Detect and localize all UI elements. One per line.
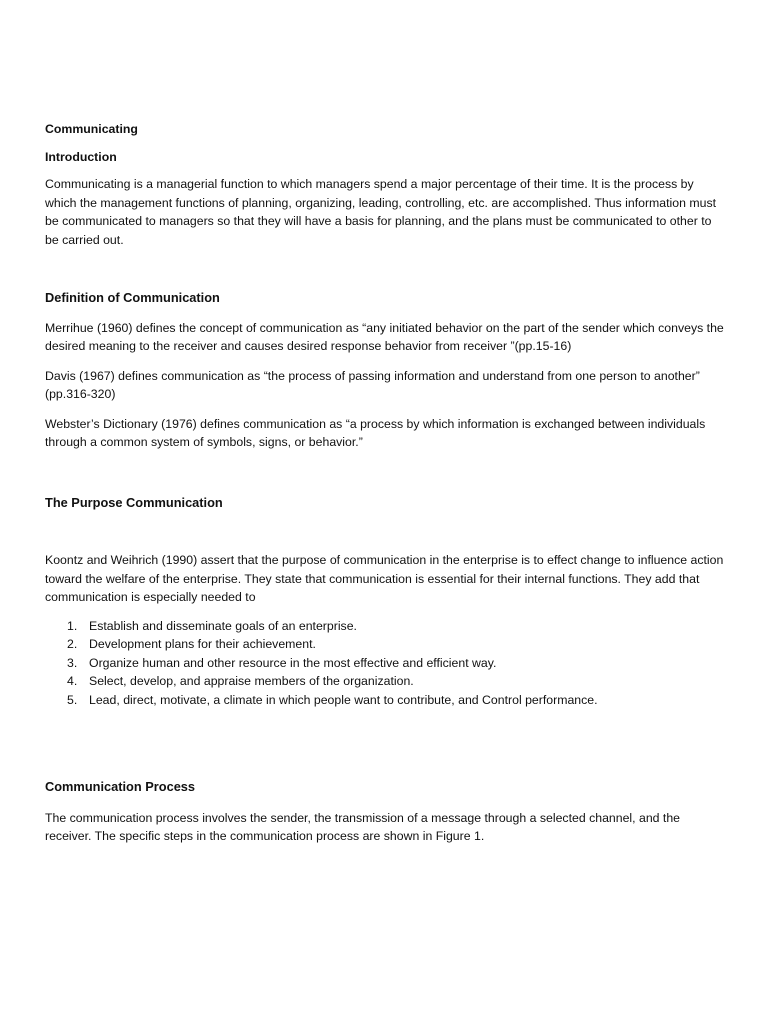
list-item-number: 3. bbox=[67, 655, 78, 670]
document-page bbox=[45, 120, 725, 846]
intro-heading: Introduction bbox=[45, 149, 117, 164]
intro-paragraph: Communicating is a managerial function to which managers spend a major percentage of their time. It is the process by which the management functions of planning, organizing, leading, controlling, etc. are accomplished. Thus information must be communicated to managers so that they will have a basis for planning, and the plans must be communicated to other to be carried out. bbox=[45, 177, 717, 247]
process-heading: Communication Process bbox=[45, 779, 196, 794]
list-item-text: Select, develop, and appraise members of the organization. bbox=[89, 674, 414, 688]
definition-paragraph: Merrihue (1960) defines the concept of communication as “any initiated behavior on the part of the sender which conveys the desired meaning to the receiver and causes desired response behavior from receiver ”(pp.15-16) bbox=[45, 320, 724, 353]
definition-paragraph: Webster’s Dictionary (1976) defines communication as “a process by which information is exchanged between individuals through a common system of symbols, signs, or behavior.” bbox=[45, 416, 706, 449]
list-item bbox=[45, 635, 725, 654]
list-item bbox=[45, 617, 725, 636]
list-item-number: 1. bbox=[67, 618, 78, 633]
list-item bbox=[45, 691, 725, 710]
list-item-text: Organize human and other resource in the most effective and efficient way. bbox=[89, 655, 497, 670]
list-item bbox=[45, 672, 725, 691]
definition-heading: Definition of Communication bbox=[45, 290, 220, 305]
list-item-number: 5. bbox=[67, 692, 78, 707]
list-item-number: 2. bbox=[67, 637, 78, 651]
list-item-text: Lead, direct, motivate, a climate in which people want to contribute, and Control performance. bbox=[89, 692, 598, 707]
document-title: Communicating bbox=[45, 122, 138, 136]
process-paragraph: The communication process involves the sender, the transmission of a message through a selected channel, and the receiver. The specific steps in the communication process are shown in Figure 1. bbox=[45, 810, 681, 843]
purpose-list bbox=[45, 617, 725, 710]
purpose-heading: The Purpose Communication bbox=[45, 494, 223, 510]
purpose-paragraph: Koontz and Weihrich (1990) assert that the purpose of communication in the enterprise is to effect change to influence action toward the welfare of the enterprise. They state that communication is essential for their internal functions. They add that communication is especially needed to bbox=[45, 553, 724, 604]
definition-paragraph: Davis (1967) defines communication as “the process of passing information and understand from one person to another” (pp.316-320) bbox=[45, 368, 700, 401]
list-item bbox=[45, 654, 725, 673]
list-item-text: Development plans for their achievement. bbox=[89, 637, 316, 651]
list-item-text: Establish and disseminate goals of an enterprise. bbox=[89, 618, 357, 633]
list-item-number: 4. bbox=[67, 674, 78, 688]
